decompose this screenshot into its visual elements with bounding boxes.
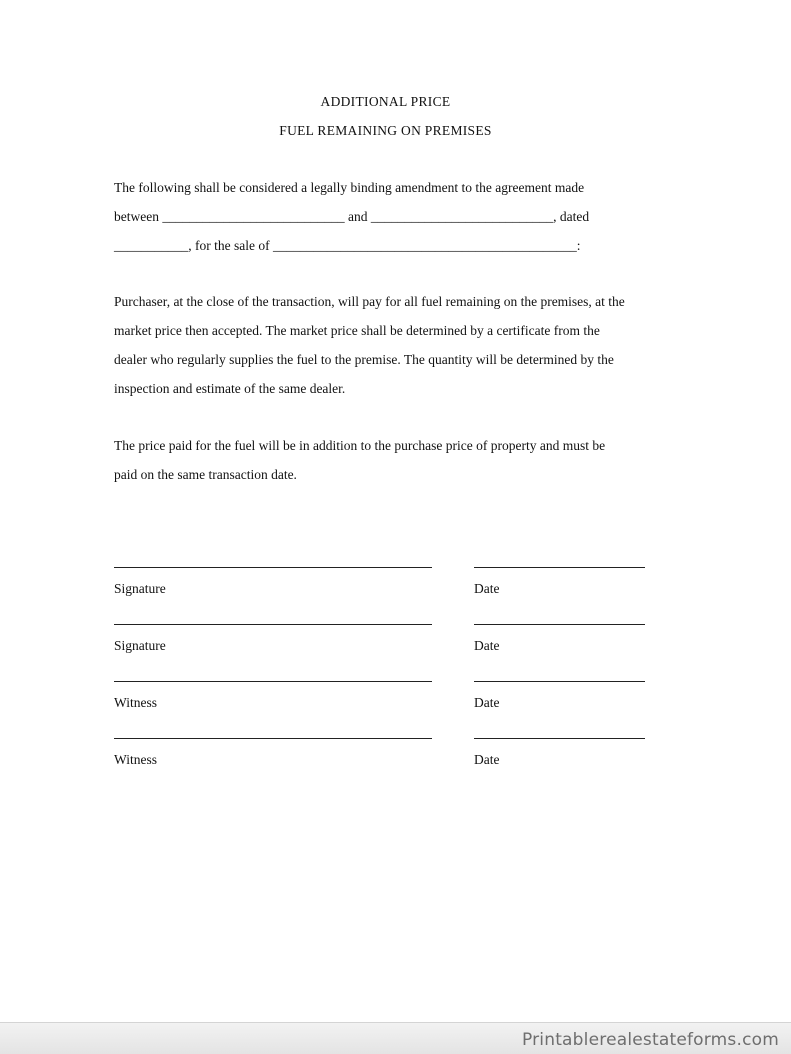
date-label: Date	[474, 581, 500, 596]
document-title: ADDITIONAL PRICE	[320, 94, 451, 109]
date-line[interactable]	[474, 738, 645, 739]
paragraph-line: between ___________________________ and ___________________________, dated	[114, 209, 590, 224]
witness-label: Witness	[114, 752, 157, 767]
signature-line[interactable]	[114, 624, 432, 625]
paragraph-line: The price paid for the fuel will be in addition to the purchase price of property and must be	[114, 438, 606, 453]
paragraph-line: inspection and estimate of the same dealer.	[114, 381, 346, 396]
watermark-bar	[0, 1022, 791, 1054]
witness-line[interactable]	[114, 681, 432, 682]
witness-label: Witness	[114, 695, 157, 710]
date-line[interactable]	[474, 681, 645, 682]
date-line[interactable]	[474, 567, 645, 568]
paragraph-line: Purchaser, at the close of the transaction, will pay for all fuel remaining on the premises, at the	[114, 294, 625, 309]
signature-label: Signature	[114, 581, 166, 596]
date-label: Date	[474, 695, 500, 710]
witness-line[interactable]	[114, 738, 432, 739]
paragraph-line: dealer who regularly supplies the fuel to the premise. The quantity will be determined by the	[114, 352, 614, 367]
signature-label: Signature	[114, 638, 166, 653]
signature-line[interactable]	[114, 567, 432, 568]
date-line[interactable]	[474, 624, 645, 625]
date-label: Date	[474, 752, 500, 767]
date-label: Date	[474, 638, 500, 653]
paragraph-line: market price then accepted. The market price shall be determined by a certificate from the	[114, 323, 600, 338]
paragraph-line: The following shall be considered a legally binding amendment to the agreement made	[114, 180, 585, 195]
paragraph-line: ___________, for the sale of _____________________________________________:	[114, 238, 581, 253]
document-subtitle: FUEL REMAINING ON PREMISES	[279, 123, 492, 138]
site-watermark: Printablerealestateforms.com	[521, 1030, 779, 1050]
paragraph-line: paid on the same transaction date.	[114, 467, 297, 482]
